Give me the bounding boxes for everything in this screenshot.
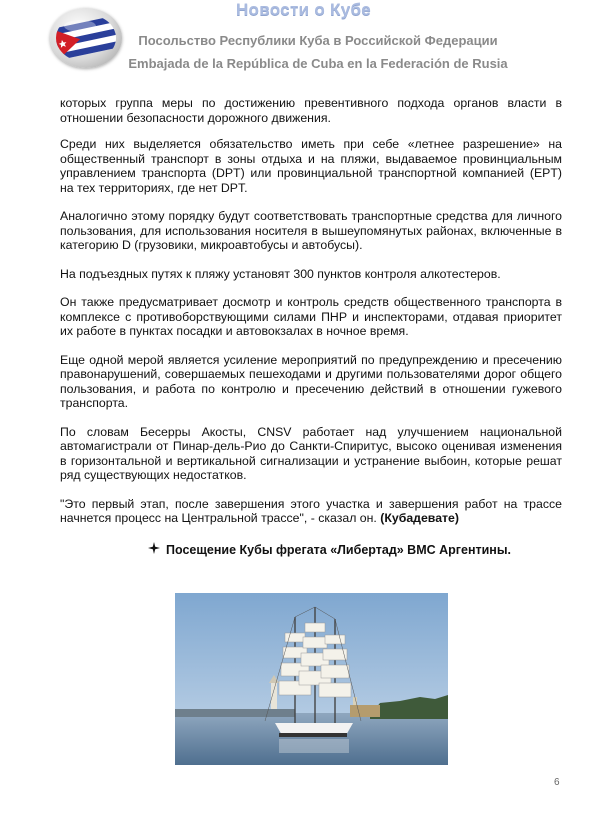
embassy-name-spanish: Embajada de la República de Cuba en la Federación de Rusia [128, 56, 508, 71]
article-paragraph: которых группа меры по достижению превентивного подхода органов власти в отношении безопасности дорожного движения. [60, 96, 562, 125]
page-number: 6 [554, 777, 560, 788]
header-title: Новости о Кубе [235, 0, 372, 19]
article-quote-paragraph [60, 497, 562, 526]
article-paragraph: Еще одной мерой является усиление мероприятий по предупреждению и пресечению правонарушений, совершаемых пешеходами и другими пользователями дорог общего пользования, и работа по контролю и пресечению действий в отношении гужевого транспорта. [60, 352, 562, 410]
article-paragraph: Он также предусматривает досмотр и контроль средств общественного транспорта в комплексе с противоборствующими силами ПНР и инспекторами, отдавая приоритет их работе в пунктах посадки и автовокзалах в ночное время. [60, 295, 562, 338]
article-quote: "Это первый этап, после завершения этого участка и завершения работ на трассе начнется процесс на Центральной трассе", - сказал он. [60, 496, 562, 525]
article-paragraph: Среди них выделяется обязательство иметь при себе «летнее разрешение» на общественный транспорт в зоны отдыха и на пляжи, выдаваемое провинциальным управлением транспорта (DPT) или провинциальной транспортной компанией (EPT) на тех территориях, где нет DPT. [60, 137, 562, 195]
section-heading-text: Посещение Кубы фрегата «Либертад» ВМС Аргентины. [166, 543, 511, 557]
section-heading [148, 542, 511, 557]
diamond-bullet-icon [148, 542, 162, 557]
article-paragraph: По словам Бесерры Акосты, CNSV работает над улучшением национальной автомагистрали от Пинар-дель-Рио до Санкти-Спиритус, высоко оценивая изменения в горизонтальной и вертикальной сигнализации и устранение выбоин, которые решат ряд существующих недостатков. [60, 424, 562, 482]
embassy-name-russian: Посольство Республики Куба в Российской Федерации [138, 33, 498, 48]
article-source: (Кубадевате) [380, 511, 459, 525]
article-paragraph: На подъездных путях к пляжу установят 300 пунктов контроля алкотестеров. [60, 266, 501, 281]
article-body [60, 96, 562, 540]
tall-ship-photo [175, 593, 448, 765]
article-paragraph: Аналогично этому порядку будут соответствовать транспортные средства для личного пользования, для использования носителя в вышеупомянутых районах, включенные в категорию D (грузовики, микроавтобусы и автобусы). [60, 209, 562, 252]
